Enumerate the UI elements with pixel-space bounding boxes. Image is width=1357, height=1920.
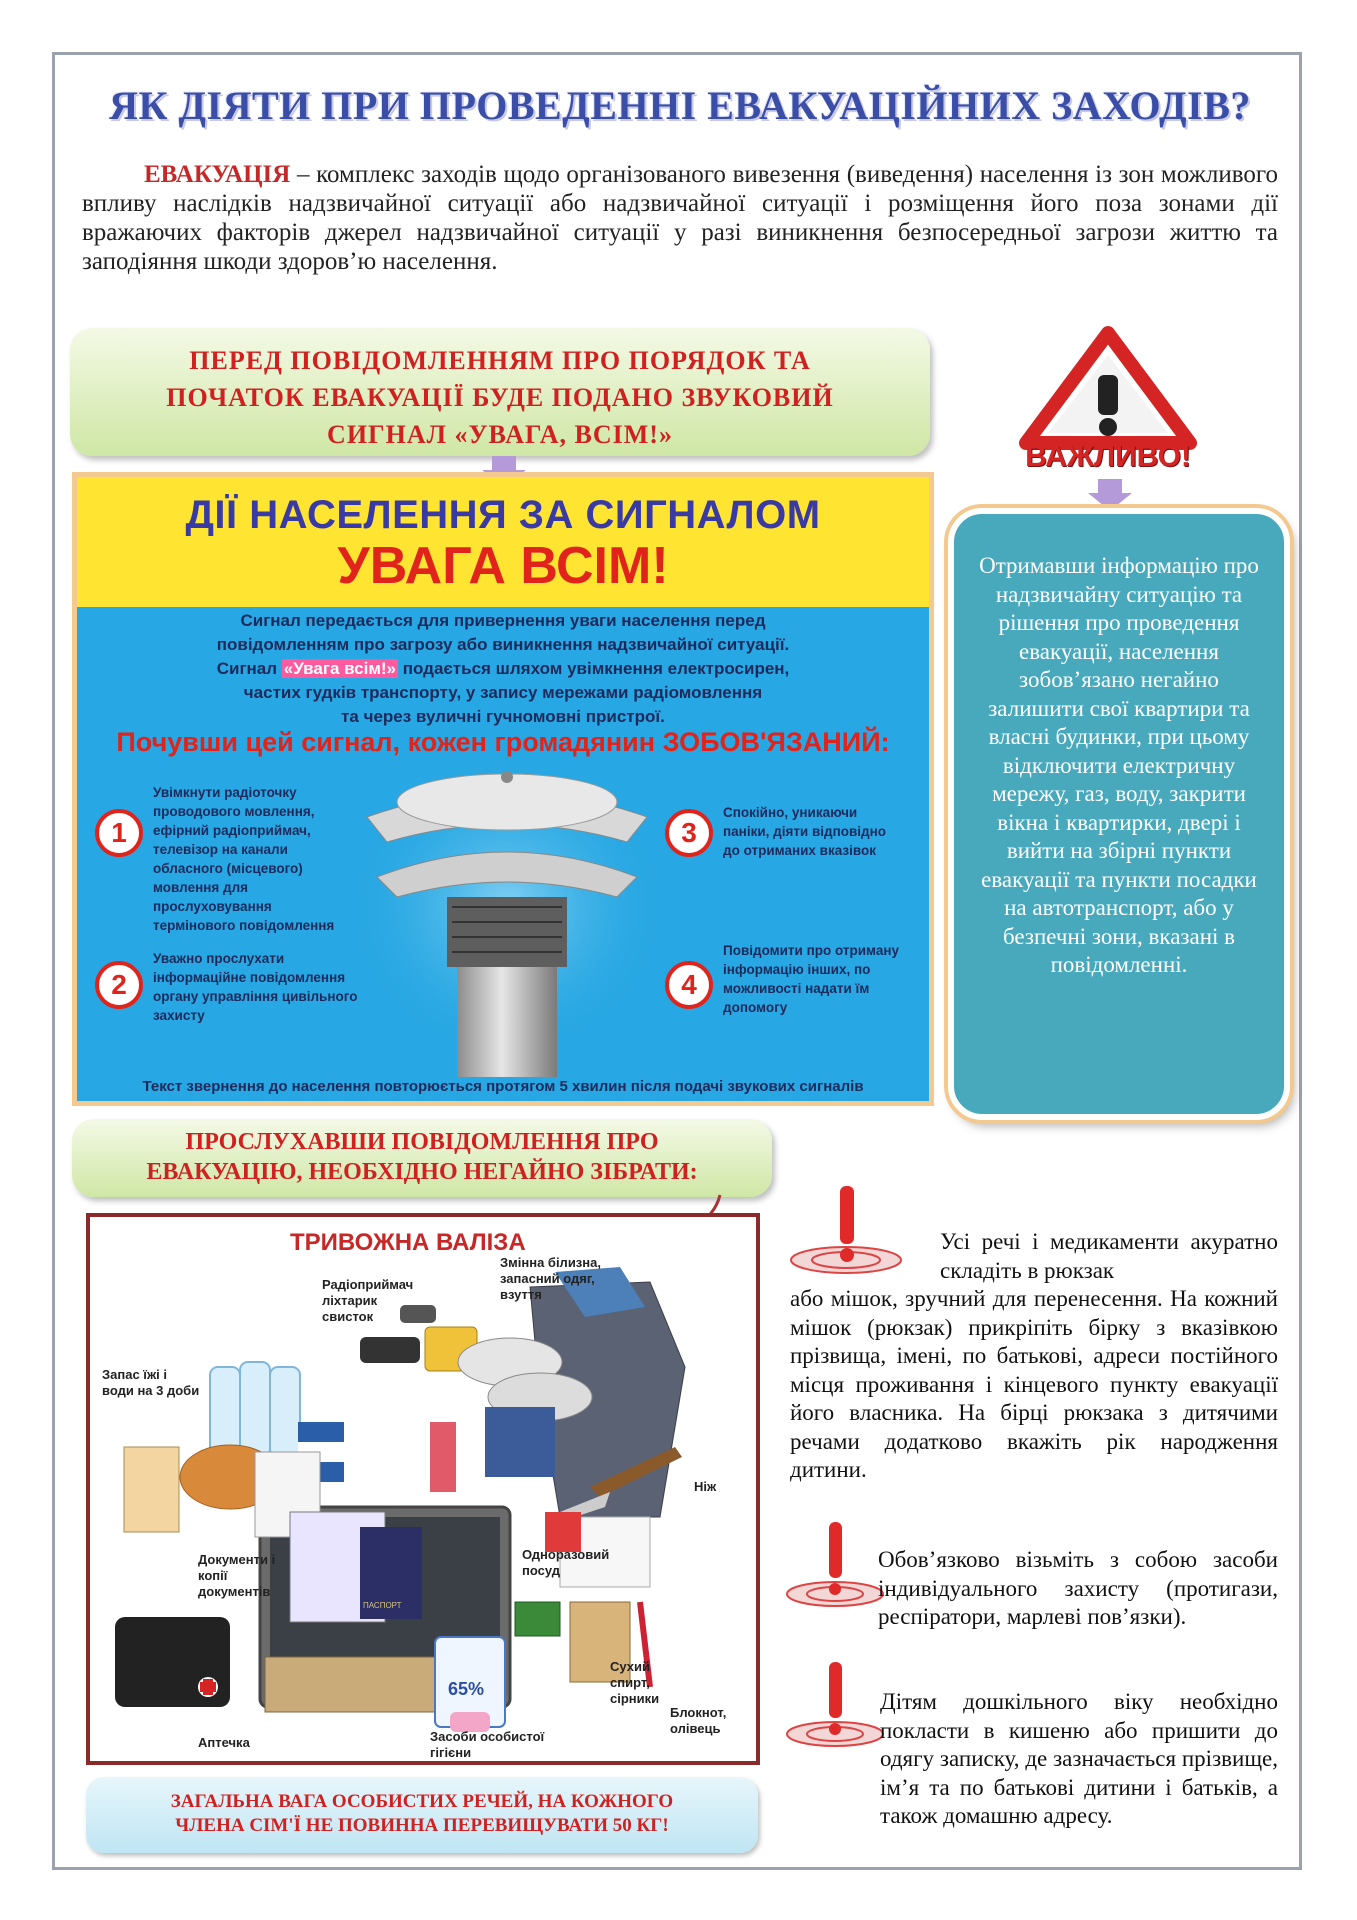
siren-image	[347, 747, 667, 1077]
step-1-number: 1	[95, 809, 143, 857]
poster-subheading: УВАГА ВСІМ!	[337, 537, 669, 595]
poster-desc-line: повідомленням про загрозу або виникнення надзвичайної ситуації.	[216, 635, 790, 654]
step-2-number: 2	[95, 961, 143, 1009]
step-1-text: Увімкнути радіоточку проводового мовлення, ефірний радіоприймач, телевізор на канали обласного (місцевого) мовлення для прослуховування термінового повідомлення	[153, 785, 335, 933]
collect-line-2: ЕВАКУАЦІЮ, НЕОБХІДНО НЕГАЙНО ЗІБРАТИ:	[146, 1159, 698, 1185]
emergency-suitcase-illustration	[86, 1213, 760, 1765]
label-notebook: Блокнот, олівець	[670, 1705, 727, 1736]
collect-notice-box	[72, 1119, 772, 1197]
label-first-aid: Аптечка	[198, 1735, 250, 1750]
poster-description	[77, 609, 929, 729]
label-clothes: Змінна білизна, запасний одяг, взуття	[500, 1255, 601, 1302]
signal-line-2: ПОЧАТОК ЕВАКУАЦІЇ БУДЕ ПОДАНО ЗВУКОВИЙ	[166, 383, 834, 412]
evacuation-info-box: Отримавши інформацію про надзвичайну ситуацію та рішення про проведення евакуації, населення зобов’язано негайно залишити свої квартири та власні будинки, при цьому відключити електричну мережу, газ, воду, закрити вікна і квартирки, двері і вийти на збірні пункти евакуації та пункти посадки на автотранспорт, або у безпечні зони, вказані в повідомленні.	[948, 508, 1290, 1120]
poster-desc-line	[77, 657, 929, 681]
poster-desc-highlight: «Увага всім!»	[283, 659, 397, 678]
weight-line-2: ЧЛЕНА СІМ'Ї НЕ ПОВИННА ПЕРЕВИЩУВАТИ 50 КГ!	[175, 1815, 669, 1836]
poster-desc-line: та через вуличні гучномовні пристрої.	[341, 707, 665, 726]
step-4-text: Повідомити про отриману інформацію інших, по можливості надати їм допомогу	[723, 943, 900, 1015]
collect-line-1: ПРОСЛУХАВШИ ПОВІДОМЛЕННЯ ПРО	[185, 1129, 659, 1155]
step-4-number: 4	[665, 961, 713, 1009]
weight-limit-note	[86, 1777, 758, 1853]
exclamation-target-icon	[785, 1656, 885, 1748]
label-food-water: Запас їжі і води на 3 доби	[102, 1367, 200, 1398]
step-2-text: Уважно прослухати інформаційне повідомлення органу управління цивільного захисту	[153, 951, 358, 1023]
label-dishes: Одноразовий посуд	[522, 1547, 610, 1578]
step-3-number: 3	[665, 809, 713, 857]
warning-label: ВАЖЛИВО!	[1025, 440, 1191, 473]
signal-line-1: ПЕРЕД ПОВІДОМЛЕННЯМ ПРО ПОРЯДОК ТА	[189, 346, 811, 375]
weight-line-1: ЗАГАЛЬНА ВАГА ОСОБИСТИХ РЕЧЕЙ, НА КОЖНОГО	[170, 1791, 674, 1812]
poster-desc-line: частих гудків транспорту, у запису мережами радіомовлення	[243, 683, 763, 702]
alert-signal-poster	[72, 472, 934, 1106]
exclamation-target-icon	[785, 1516, 885, 1608]
poster-obligation: Почувши цей сигнал, кожен громадянин ЗОБОВ'ЯЗАНИЙ:	[116, 727, 890, 757]
label-knife: Ніж	[694, 1479, 717, 1494]
poster-footer: Текст звернення до населення повторюється протягом 5 хвилин після подачі звукових сигналів	[142, 1078, 864, 1095]
milk-carton-label: 65%	[448, 1679, 485, 1699]
page-title: ЯК ДІЯТИ ПРИ ПРОВЕДЕННІ ЕВАКУАЦІЙНИХ ЗАХОДІВ?	[109, 83, 1251, 128]
poster-heading: ДІЇ НАСЕЛЕННЯ ЗА СИГНАЛОМ	[185, 493, 821, 537]
signal-notice-box	[70, 328, 930, 456]
poster-desc-part: подається шляхом увімкнення електросирен,	[402, 659, 790, 678]
label-documents: Документи і копії документів	[198, 1552, 276, 1599]
note-1-text: або мішок, зручний для перенесення. На кожний мішок (рюкзак) прикріпіть бірку з вказівкою прізвища, імені, по батькові, адреси постійного місця проживання і кінцевого пункту евакуації його власника. На бірці рюкзака з дитячими речами додатково вкажіть рік народження дитини.	[790, 1286, 1278, 1482]
label-hygiene: Засоби особистої гігієни	[430, 1729, 545, 1760]
note-2-text: Обов’язково візьміть з собою засоби індивідуального захисту (протигази, респіратори, марлеві пов’язки).	[878, 1547, 1278, 1629]
note-1-intro: Усі речі і медикаменти акуратно складіть в рюкзак	[940, 1229, 1278, 1283]
intro-paragraph	[82, 160, 1278, 276]
intro-text: – комплекс заходів щодо організованого вивезення (виведення) населення із зон можливого впливу наслідків надзвичайної ситуації або надзвичайної ситуації і розміщення його поза зонами дії вражаючих факторів джерел надзвичайної ситуації у разі виникнення безпосередньої загрози життю та заподіяння шкоди здоров’ю населення.	[82, 161, 1278, 275]
signal-line-3: СИГНАЛ «УВАГА, ВСІМ!»	[327, 420, 673, 449]
exclamation-target-icon	[788, 1180, 908, 1276]
label-dry-spirit: Сухий спирт, сірники	[610, 1659, 660, 1706]
poster-header	[77, 477, 929, 607]
step-3-text: Спокійно, уникаючи паніки, діяти відповідно до отриманих вказівок	[723, 805, 887, 858]
poster-desc-part: Сигнал	[216, 659, 278, 678]
label-radio: Радіоприймач ліхтарик свисток	[322, 1277, 414, 1324]
poster-desc-line: Сигнал передається для привернення уваги населення перед	[240, 611, 766, 630]
passport-label: ПАСПОРТ	[363, 1601, 402, 1610]
suitcase-title: ТРИВОЖНА ВАЛІЗА	[290, 1229, 526, 1256]
note-3-text: Дітям дошкільного віку необхідно покласти в кишеню або пришити до одягу записку, де зазначається прізвище, ім’я та по батькові дитини і батьків, а також домашню адресу.	[880, 1689, 1278, 1828]
intro-keyword: ЕВАКУАЦІЯ	[144, 161, 291, 188]
